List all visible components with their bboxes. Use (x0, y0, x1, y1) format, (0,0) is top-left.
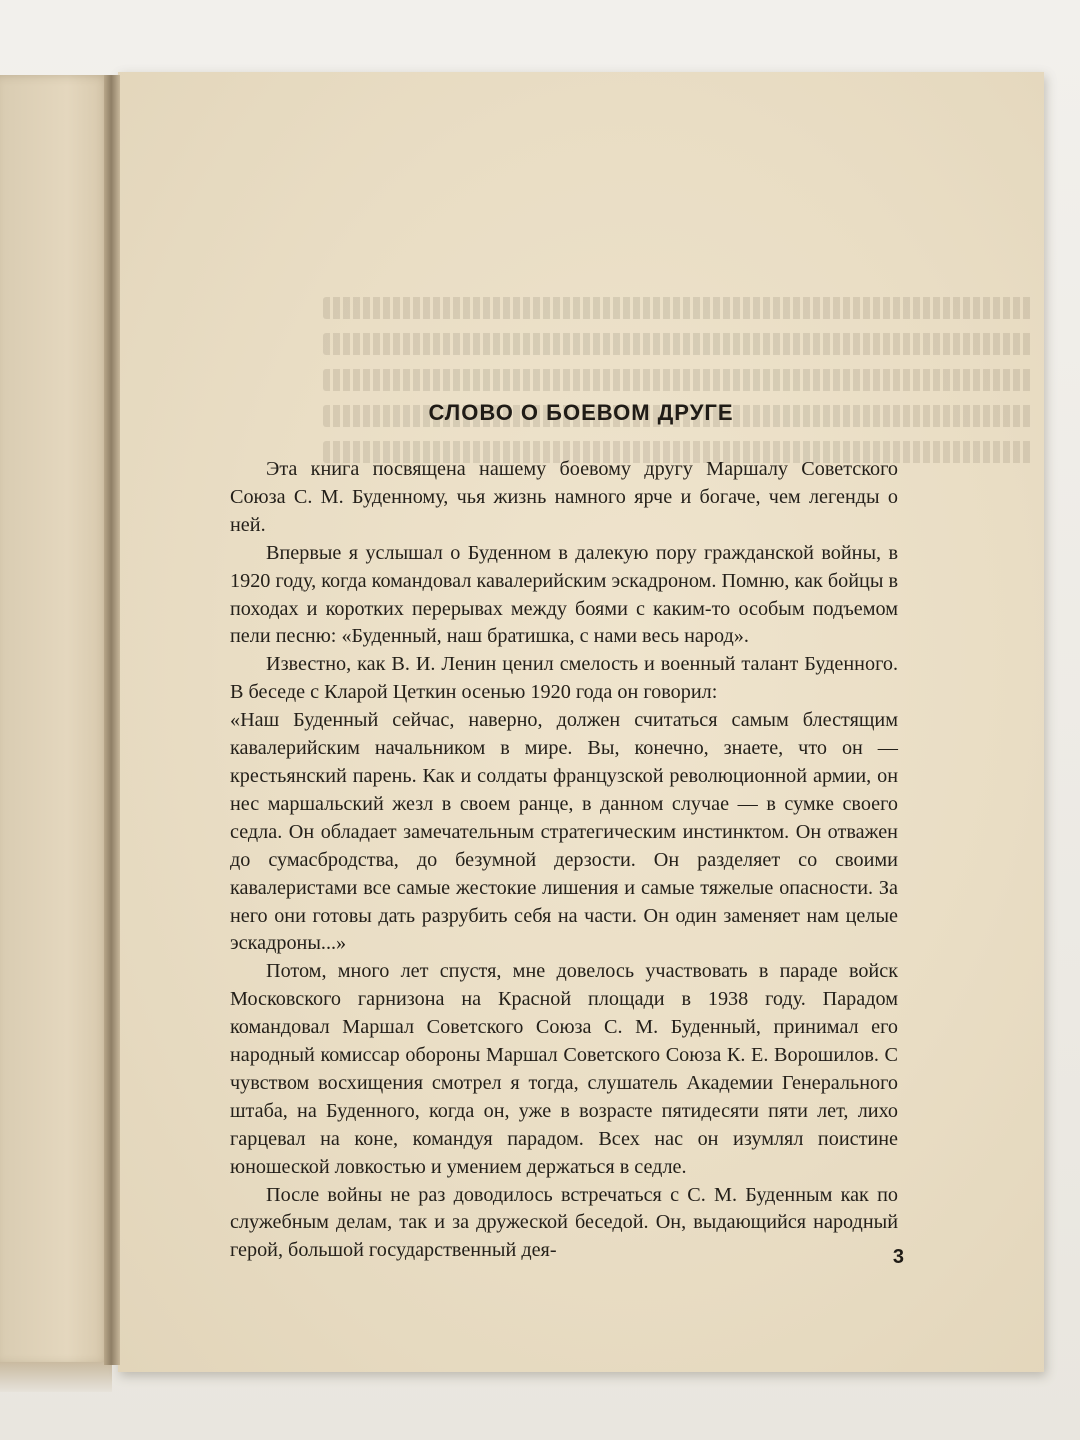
bleed-through-text (323, 297, 1033, 482)
paragraph-6: После войны не раз доводилось встречаться с С. М. Буденным как по служебным делам, так и за дружеской беседой. Он, выдающийся народный герой, большой государственный дея- (230, 1183, 898, 1262)
paragraph-2: Впервые я услышал о Буденном в далекую пору гражданской войны, в 1920 году, когда командовал кавалерийским эскадроном. Помню, как бойцы в походах и коротких перерывах между боями с каким-то особым подъемом пели песню: «Буденный, наш братишка, с нами весь народ». (230, 541, 898, 648)
body-text (230, 456, 898, 1265)
lenin-quote: «Наш Буденный сейчас, наверно, должен считаться самым блестящим кавалерийским начальником в мире. Вы, конечно, знаете, что он — крестьянский парень. Как и солдаты французской революционной армии, он нес маршальский жезл в своем ранце, в данном случае — в сумке своего седла. Он обладает замечательным стратегическим инстинктом. Он отважен до сумасбродства, до безумной дерзости. Он разделяет со своими кавалеристами все самые жестокие лишения и самые тяжелые опасности. За него они готовы дать разрубить себя на части. Он один заменяет нам целые эскадроны...» (230, 709, 898, 955)
book-gutter (104, 75, 120, 1365)
page-number: 3 (892, 1246, 904, 1268)
left-page-edge (0, 75, 112, 1365)
paragraph-5: Потом, много лет спустя, мне довелось участвовать в параде войск Московского гарнизона на Красной площади в 1938 году. Парадом командовал Маршал Советского Союза С. М. Буденный, принимал его народный комиссар обороны Маршал Советского Союза К. Е. Ворошилов. С чувством восхищения смотрел я тогда, слушатель Академии Генерального штаба, на Буденного, когда он, уже в возрасте пятидесяти пяти лет, лихо гарцевал на коне, командуя парадом. Всех нас он изумлял поистине юношеской ловкостью и умением держаться в седле. (230, 960, 898, 1178)
paragraph-1: Эта книга посвящена нашему боевому другу Маршалу Советского Союза С. М. Буденному, чья жизнь намного ярче и богаче, чем легенды о ней. (230, 458, 898, 536)
left-page-bottom-edge (0, 1362, 112, 1392)
chapter-title: СЛОВО О БОЕВОМ ДРУГЕ (428, 400, 734, 425)
paragraph-3: Известно, как В. И. Ленин ценил смелость и военный талант Буденного. В беседе с Кларой Цеткин осенью 1920 года он говорил: (230, 653, 898, 704)
